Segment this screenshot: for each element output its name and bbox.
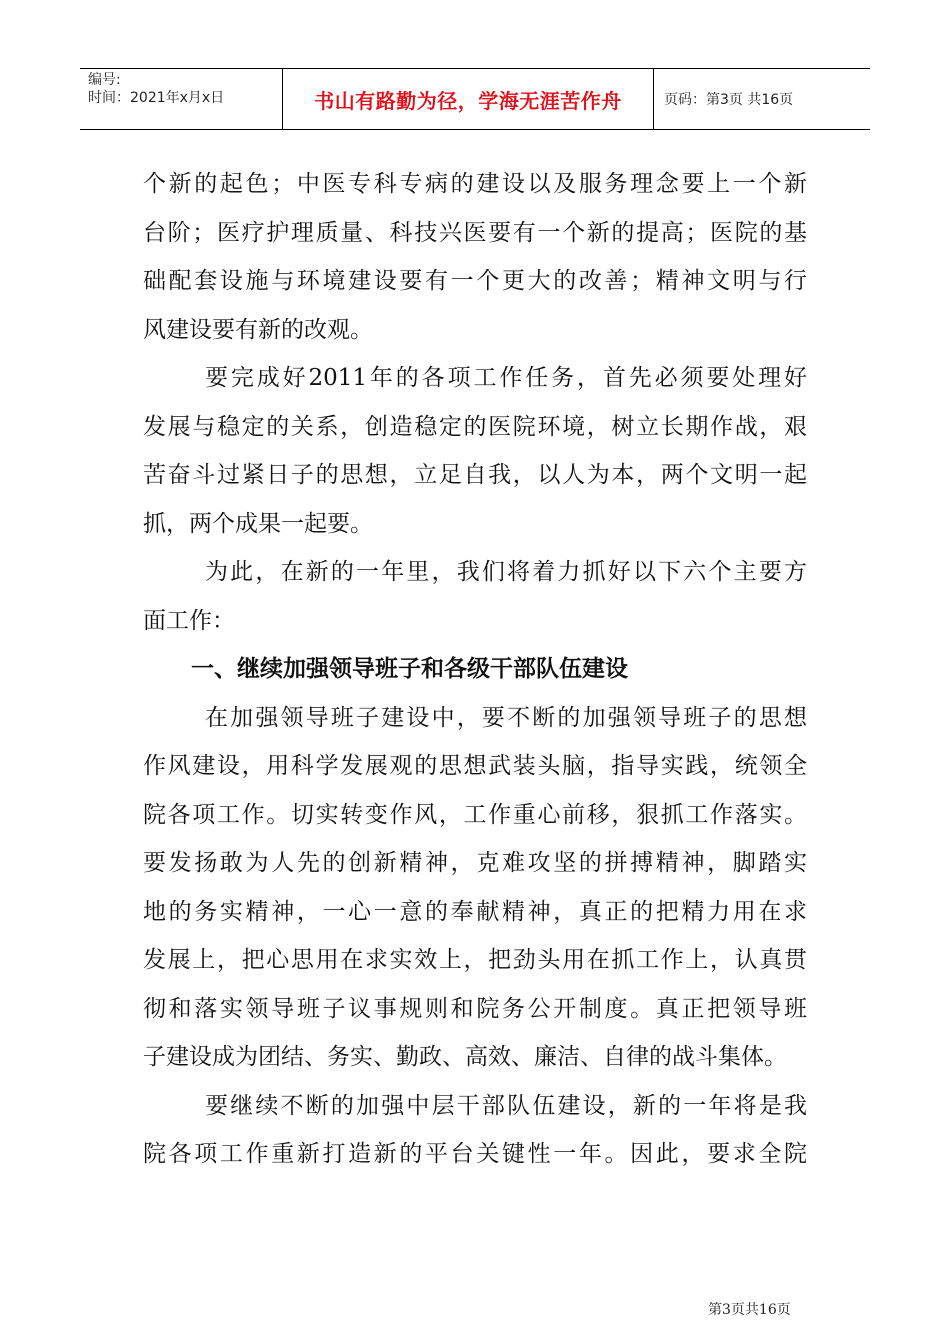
document-body <box>143 160 807 1179</box>
header-meta <box>80 69 282 129</box>
text-line: 要继续不断的加强中层干部队伍建设，新的一年将是我 <box>205 1092 807 1119</box>
text-line: 苦奋斗过紧日子的思想，立足自我，以人为本，两个文明一起 <box>143 462 807 488</box>
time-label: 时间：2021年x月x日 <box>88 90 225 106</box>
text-line: 作风建设，用科学发展观的思想武装头脑，指导实践，统领全 <box>143 753 807 779</box>
text-line: 个新的起色；中医专科专病的建设以及服务理念要上一个新 <box>143 171 807 197</box>
text-line: 台阶；医疗护理质量、科技兴医要有一个新的提高；医院的基 <box>143 219 807 246</box>
page-footer: 第3页共16页 <box>708 1302 791 1318</box>
text-line: 在加强领导班子建设中，要不断的加强领导班子的思想 <box>205 704 807 731</box>
text-line: 地的务实精神，一心一意的奉献精神，真正的把精力用在求 <box>143 898 807 925</box>
header-page-info: 页码：第3页 共16页 <box>664 92 794 108</box>
text-line: 要完成好2011年的各项工作任务，首先必须要处理好 <box>205 365 807 391</box>
text-line: 风建设要有新的改观。 <box>143 316 373 343</box>
page-header <box>80 68 870 130</box>
text-line: 为此，在新的一年里，我们将着力抓好以下六个主要方 <box>205 559 807 585</box>
text-line: 院各项工作重新打造新的平台关键性一年。因此，要求全院 <box>143 1141 807 1167</box>
text-line: 要发扬敢为人先的创新精神，克难攻坚的拼搏精神，脚踏实 <box>143 850 807 876</box>
text-line: 抓，两个成果一起要。 <box>143 510 373 537</box>
text-line: 发展上，把心思用在求实效上，把劲头用在抓工作上，认真贯 <box>143 947 807 973</box>
text-line: 院各项工作。切实转变作风，工作重心前移，狠抓工作落实。 <box>143 801 807 828</box>
text-line: 发展与稳定的关系，创造稳定的医院环境，树立长期作战，艰 <box>143 413 807 440</box>
text-line: 子建设成为团结、务实、勤政、高效、廉洁、自律的战斗集体。 <box>143 1044 787 1070</box>
header-motto: 书山有路勤为径，学海无涯苦作舟 <box>282 69 654 129</box>
text-line: 彻和落实领导班子议事规则和院务公开制度。真正把领导班 <box>143 995 807 1022</box>
number-label: 编号: <box>88 72 121 88</box>
text-line: 础配套设施与环境建设要有一个更大的改善；精神文明与行 <box>143 268 807 294</box>
section-heading: 一、继续加强领导班子和各级干部队伍建设 <box>191 656 628 682</box>
text-line: 面工作： <box>143 607 235 634</box>
